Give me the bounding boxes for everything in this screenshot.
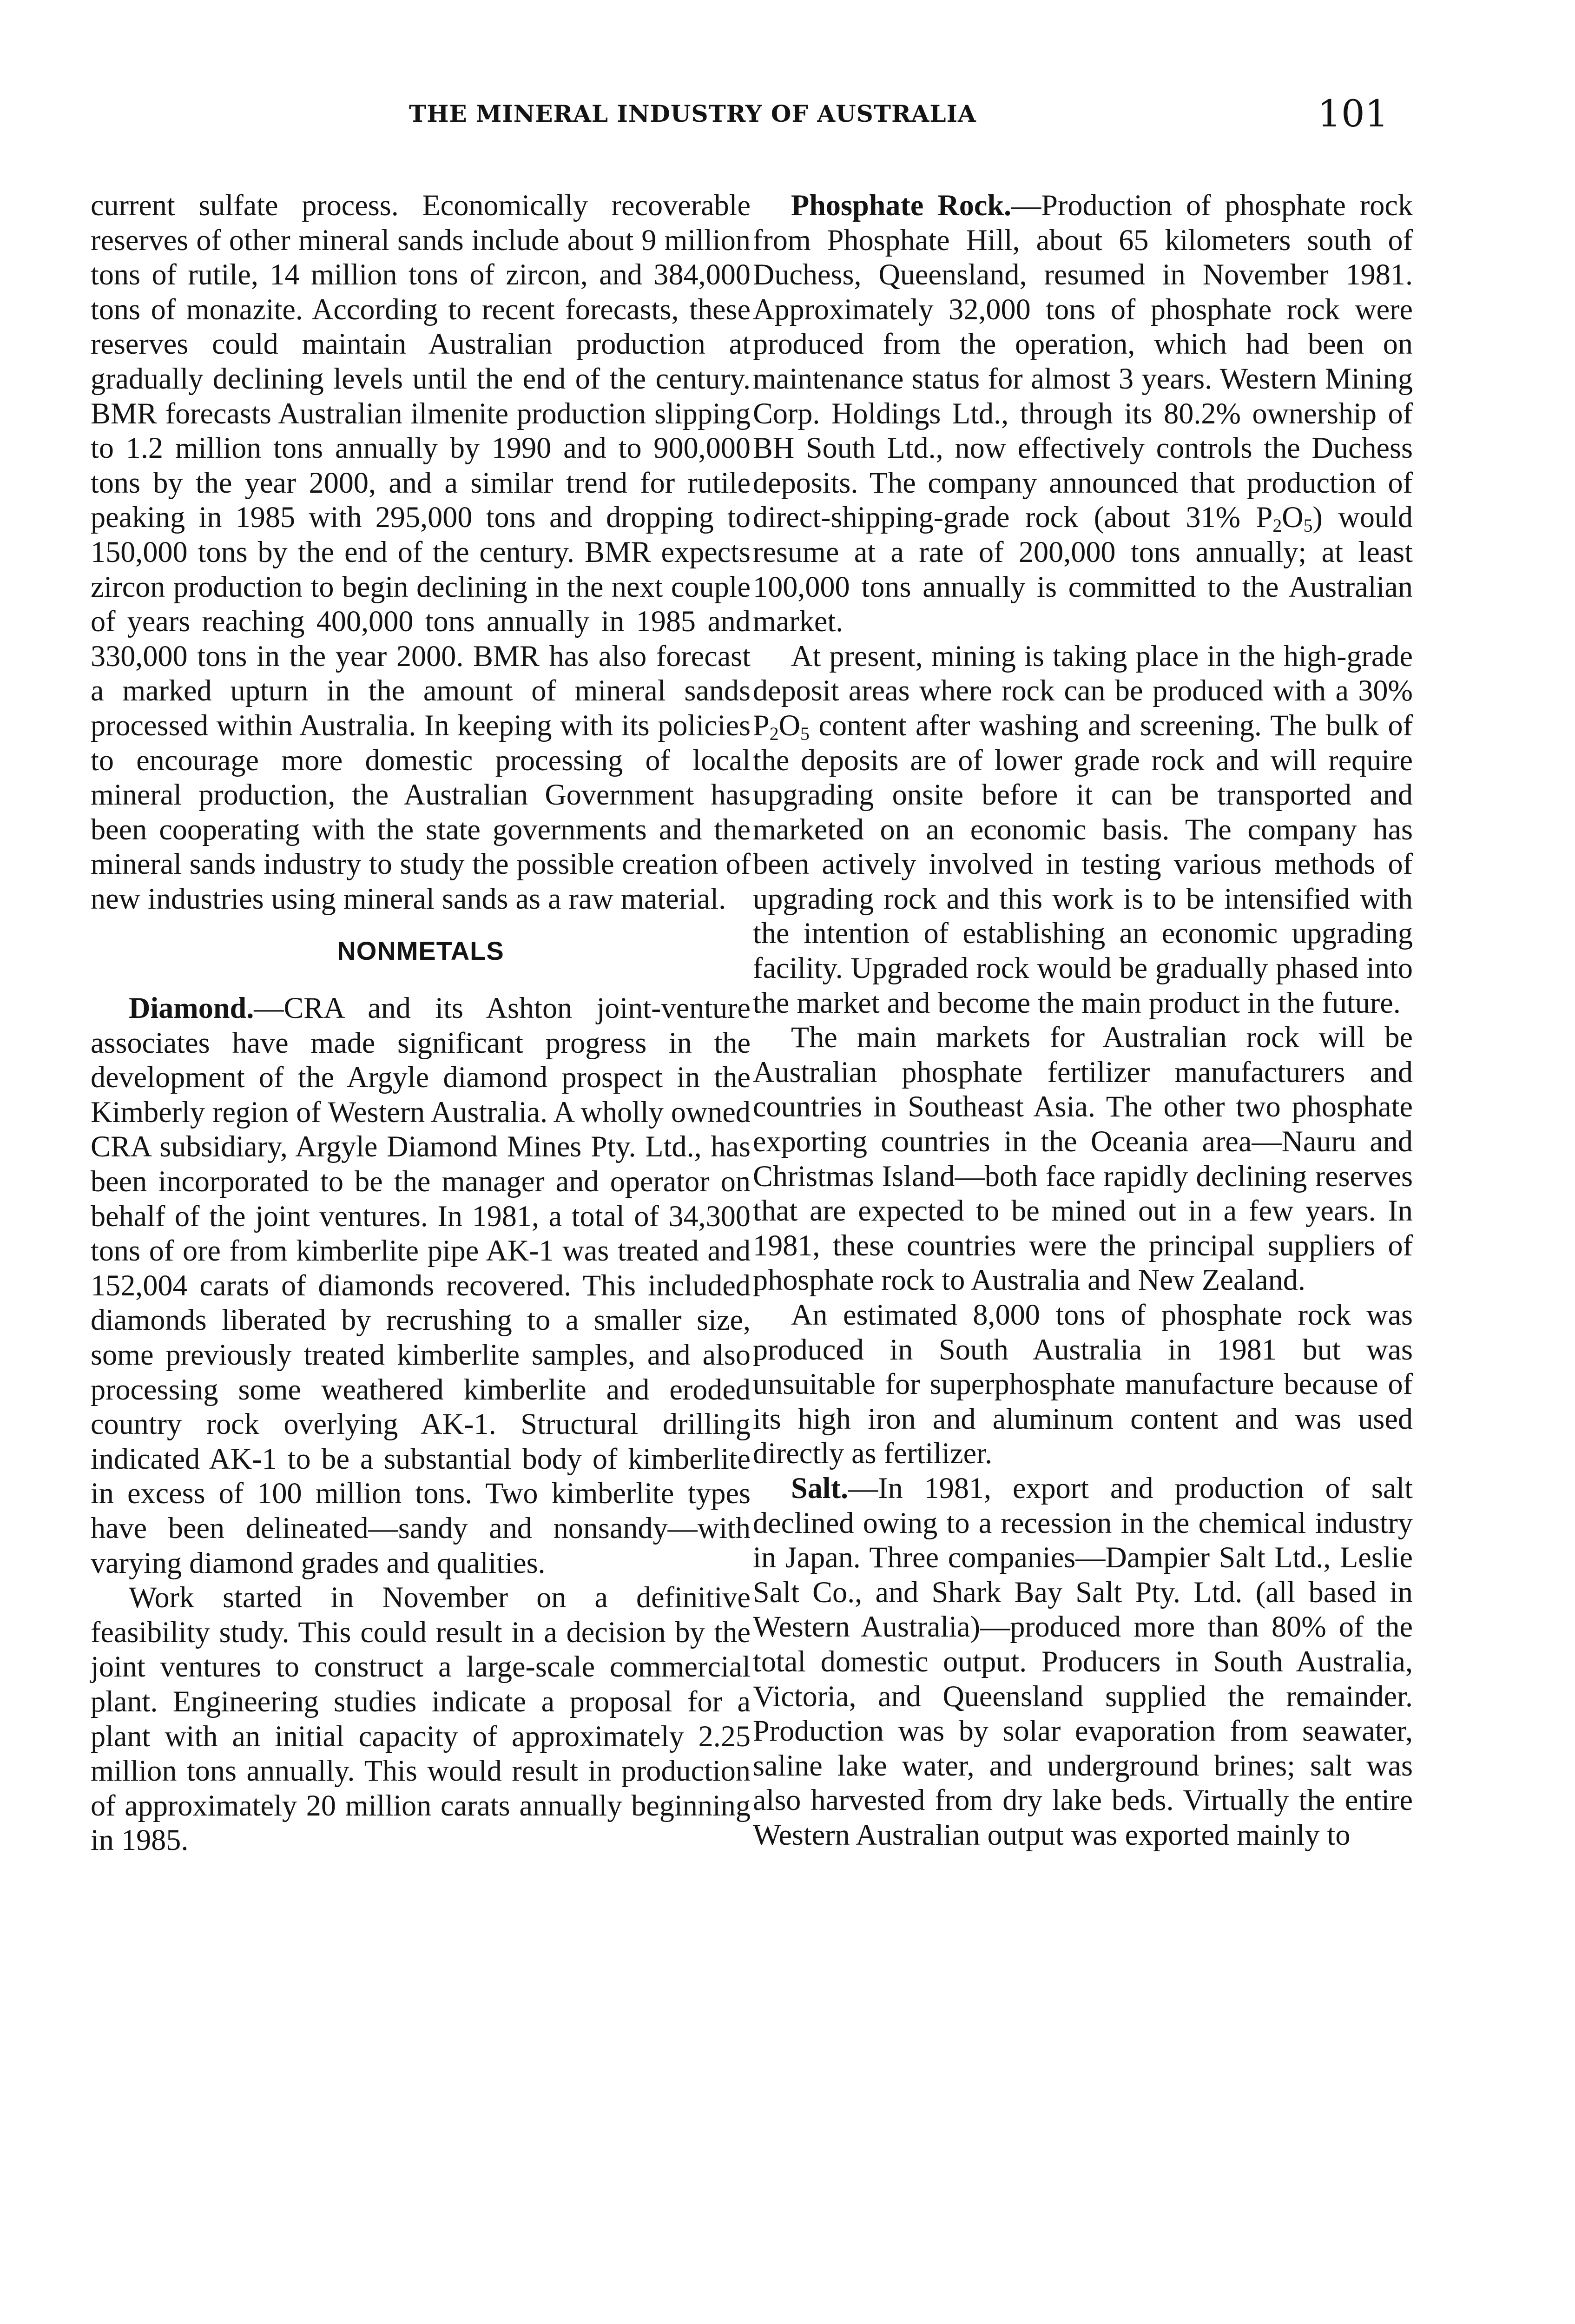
page-number: 101 [1318,92,1389,135]
subscript: 2 [1272,515,1282,536]
run-in-heading-diamond: Diamond. [129,991,254,1025]
running-header-title: THE MINERAL INDUSTRY OF AUSTRALIA [409,100,976,127]
present-text-b: content after washing and screening. The bulk of the deposits are of lower grade rock and will require upgrading onsite before it can be transported and marketed on an economic basis. The company has been actively involved in testing various methods of upgrading rock and this work is to be intensified with the intention of establishing an economic upgrading facility. Upgraded rock would be gradually phased into the market and become the main product in the future. [753,708,1413,1019]
paragraph-at-present [753,639,1413,1021]
phosphate-text-a: —Production of phosphate rock from Phosphate Hill, about 65 kilometers south of Duchess, Queensland, resumed in November 1981. Approximately 32,000 tons of phosphate rock were produced from the operation, which had been on maintenance status for almost 3 years. Western Mining Corp. Holdings Ltd., through its 80.2% ownership of BH South Ltd., now effectively controls the Duchess deposits. The company announced that production of direct-shipping-grade rock (about 31% P [753,189,1413,534]
phosphate-text-b: ) would resume at a rate of 200,000 tons annually; at least 100,000 tons annually is committed to the Australian market. [753,501,1413,638]
diamond-text: —CRA and its Ashton joint-venture associates have made significant progress in the development of the Argyle diamond prospect in the Kimberly region of Western Australia. A wholly owned CRA subsidiary, Argyle Diamond Mines Pty. Ltd., has been incorporated to be the manager and operator on behalf of the joint ventures. In 1981, a total of 34,300 tons of ore from kimberlite pipe AK-1 was treated and 152,004 carats of diamonds recovered. This included diamonds liberated by recrushing to a smaller size, some previously treated kimberlite samples, and also processing some weathered kimberlite and eroded country rock overlying AK-1. Structural drilling indicated AK-1 to be a substantial body of kimberlite in excess of 100 million tons. Two kimberlite types have been delineated—sandy and nonsandy—with varying diamond grades and qualities. [91,991,751,1579]
section-heading-nonmetals: NONMETALS [337,936,504,966]
salt-text: —In 1981, export and production of salt declined owing to a recession in the chemical industry in Japan. Three companies—Dampier Salt Ltd., Leslie Salt Co., and Shark Bay Salt Pty. Ltd. (all based in Western Australia)—produced more than 80% of the total domestic output. Producers in South Australia, Victoria, and Queensland supplied the remainder. Production was by solar evaporation from seawater, saline lake water, and underground brines; salt was also harvested from dry lake beds. Virtually the entire Western Australian output was exported mainly to [753,1471,1413,1851]
left-column [91,188,751,1858]
formula-letter: O [778,708,800,742]
right-column [753,188,1413,1853]
run-in-heading-salt: Salt. [791,1471,849,1505]
paragraph-diamond [91,991,751,1580]
paragraph-main-markets: The main markets for Australian rock will be Australian phosphate fertilizer manufacturers and countries in Southeast Asia. The other two phosphate exporting countries in the Oceania area—Nauru and Christmas Island—both face rapidly declining reserves that are expected to be mined out in a few years. In 1981, these countries were the principal suppliers of phosphate rock to Australia and New Zealand. [753,1021,1413,1297]
present-text-a: At present, mining is taking place in the high-grade deposit areas where rock can be produced with a 30% P [753,639,1413,742]
paragraph-phosphate-rock [753,188,1413,639]
subscript: 2 [769,723,779,744]
formula-letter: O [1282,501,1304,534]
run-in-heading-phosphate-rock: Phosphate Rock. [791,189,1012,222]
subscript: 5 [1303,515,1313,536]
subscript: 5 [800,723,810,744]
paragraph-feasibility-study: Work started in November on a definitive feasibility study. This could result in a decision by the joint ventures to construct a large-scale commercial plant. Engineering studies indicate a proposal for a plant with an initial capacity of approximately 2.25 million tons annually. This would result in production of approximately 20 million carats annually beginning in 1985. [91,1581,751,1857]
paragraph-estimated: An estimated 8,000 tons of phosphate rock was produced in South Australia in 1981 but was unsuitable for superphosphate manufacture because of its high iron and aluminum content and was used directly as fertilizer. [753,1298,1413,1470]
paragraph-salt [753,1471,1413,1853]
paragraph-mineral-sands-continued: current sulfate process. Economically recoverable reserves of other mineral sands include about 9 million tons of rutile, 14 million tons of zircon, and 384,000 tons of monazite. According to recent forecasts, these reserves could maintain Australian production at gradually declining levels until the end of the century. BMR forecasts Australian ilmenite production slipping to 1.2 million tons annually by 1990 and to 900,000 tons by the year 2000, and a similar trend for rutile peaking in 1985 with 295,000 tons and dropping to 150,000 tons by the end of the century. BMR expects zircon production to begin declining in the next couple of years reaching 400,000 tons annually in 1985 and 330,000 tons in the year 2000. BMR has also forecast a marked upturn in the amount of mineral sands processed within Australia. In keeping with its policies to encourage more domestic processing of local mineral production, the Australian Government has been cooperating with the state governments and the mineral sands industry to study the possible creation of new industries using mineral sands as a raw material. [91,189,751,915]
